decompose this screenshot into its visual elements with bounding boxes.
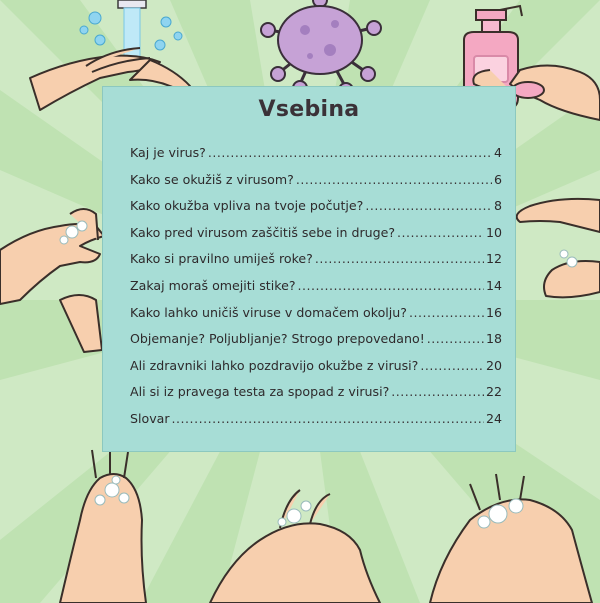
toc-item-page: 20 [485,357,502,373]
toc-item-label: Objemanje? Poljubljanje? Strogo prepovedano! [130,331,425,347]
toc-item[interactable] [130,251,502,278]
toc-item-page: 16 [485,304,502,320]
toc-item-label: Slovar [130,410,170,426]
toc-leader [391,384,484,399]
toc-leader [298,278,484,293]
toc-item-page: 18 [485,331,502,347]
toc-leader [315,251,484,266]
toc-leader [208,145,492,160]
toc-item-label: Kako se okužiš z virusom? [130,171,294,187]
page-title: Vsebina [258,97,360,122]
toc-item-page: 14 [485,277,502,293]
toc-leader [409,305,484,320]
toc-item-label: Kako okužba vpliva na tvoje počutje? [130,198,364,214]
toc-item-page: 6 [493,171,502,187]
toc-leader [420,358,484,373]
toc-item-label: Kaj je virus? [130,145,206,160]
toc-item[interactable] [130,172,502,199]
toc-item-page: 4 [493,145,502,160]
toc-leader [397,225,484,240]
toc-item-label: Kako lahko uničiš viruse v domačem okolju? [130,304,407,320]
toc-item[interactable] [130,225,502,252]
toc-item[interactable] [130,145,502,172]
toc-leader [296,172,492,187]
toc-leader [427,331,484,346]
toc-item-page: 24 [485,410,502,426]
toc-item-page: 8 [493,198,502,214]
toc-item-label: Kako pred virusom zaščitiš sebe in druge? [130,224,396,240]
toc-item[interactable] [130,198,502,225]
toc-item[interactable] [130,278,502,305]
toc-item-page: 10 [485,224,502,240]
toc-item[interactable] [130,411,502,438]
toc-item[interactable] [130,384,502,411]
toc-item-page: 22 [485,384,502,400]
toc-item[interactable] [130,358,502,385]
toc-leader [172,411,484,426]
toc-item-label: Ali si iz pravega testa za spopad z virusi? [130,384,390,400]
toc-item-label: Zakaj moraš omejiti stike? [130,277,296,293]
toc-leader [365,198,492,213]
toc-item-page: 12 [485,251,502,267]
toc-item[interactable] [130,331,502,358]
toc-item-label: Kako si pravilno umiješ roke? [130,251,313,267]
table-of-contents-panel [102,86,516,452]
toc-list [130,145,502,438]
hands-fingers-right-icon [517,199,600,297]
toc-item-label: Ali zdravniki lahko pozdravijo okužbe z virusi? [130,357,419,373]
toc-item[interactable] [130,305,502,332]
